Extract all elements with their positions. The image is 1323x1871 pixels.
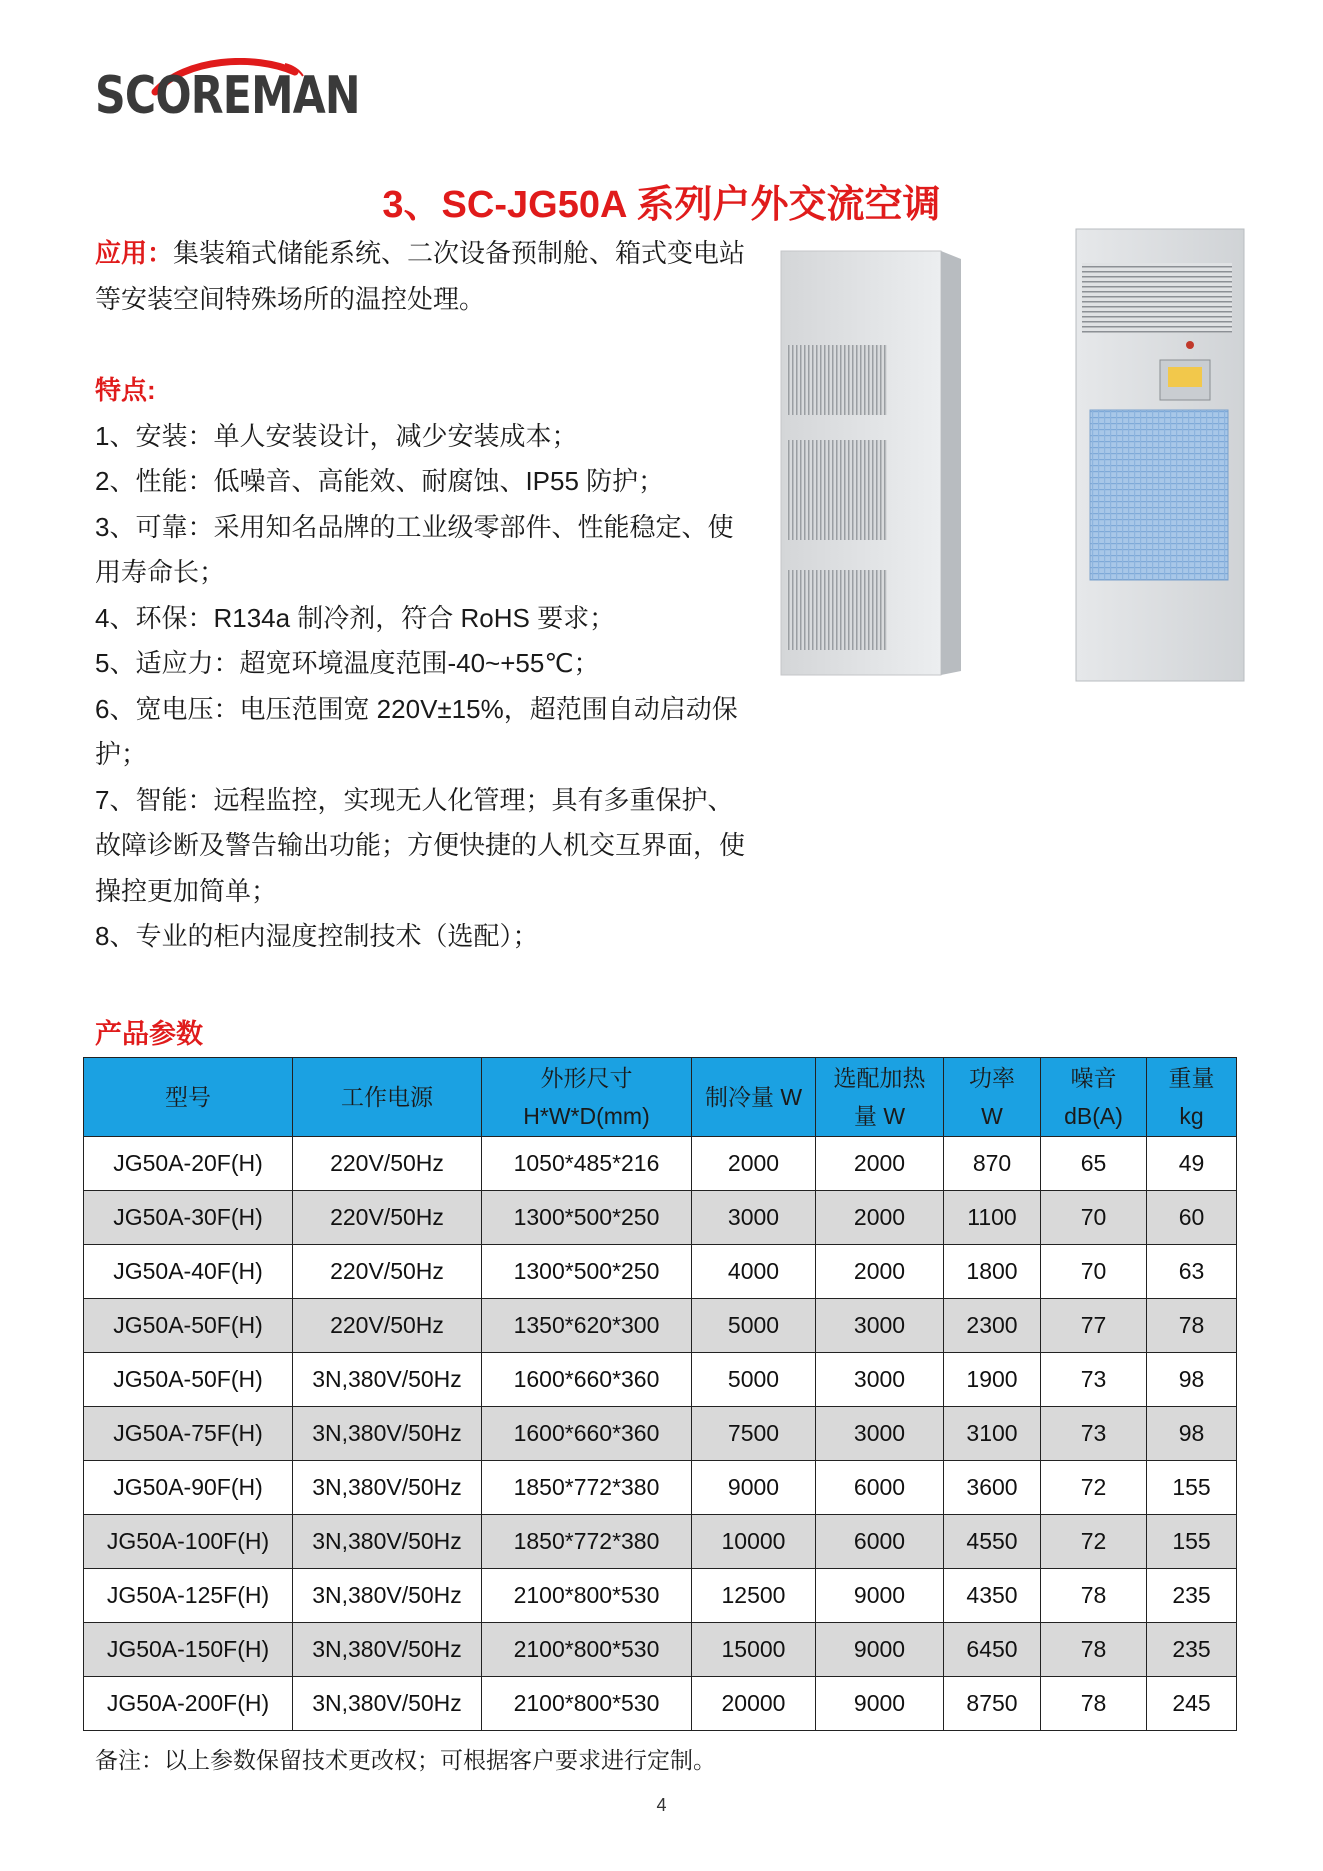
- table-cell: 60: [1147, 1191, 1237, 1245]
- application-paragraph: [95, 231, 755, 322]
- table-cell: JG50A-125F(H): [84, 1569, 293, 1623]
- header-cooling-capacity: 制冷量 W: [692, 1058, 816, 1137]
- table-cell: 9000: [816, 1569, 944, 1623]
- table-cell: JG50A-50F(H): [84, 1299, 293, 1353]
- table-row: [84, 1191, 1237, 1245]
- table-row: [84, 1461, 1237, 1515]
- table-cell: 3000: [692, 1191, 816, 1245]
- table-cell: 235: [1147, 1623, 1237, 1677]
- header-power: 功率 W: [944, 1058, 1041, 1137]
- table-row: [84, 1623, 1237, 1677]
- feature-item: 2、性能：低噪音、高能效、耐腐蚀、IP55 防护；: [95, 466, 665, 496]
- table-cell: 70: [1041, 1191, 1147, 1245]
- table-cell: 7500: [692, 1407, 816, 1461]
- spec-table: [83, 1057, 1237, 1731]
- table-cell: 3N,380V/50Hz: [293, 1461, 482, 1515]
- table-header-row: [84, 1058, 1237, 1137]
- table-row: [84, 1569, 1237, 1623]
- table-row: [84, 1407, 1237, 1461]
- header-weight: 重量 kg: [1147, 1058, 1237, 1137]
- table-cell: 77: [1041, 1299, 1147, 1353]
- application-label: 应用：: [95, 238, 174, 268]
- table-cell: 155: [1147, 1515, 1237, 1569]
- table-cell: 3100: [944, 1407, 1041, 1461]
- logo-wordmark: SCOREMAN: [95, 66, 360, 126]
- application-text: 集装箱式储能系统、二次设备预制舱、箱式变电站等安装空间特殊场所的温控处理。: [95, 238, 746, 314]
- table-cell: 245: [1147, 1677, 1237, 1731]
- product-image-side: [775, 245, 975, 685]
- table-cell: 78: [1041, 1569, 1147, 1623]
- table-cell: JG50A-150F(H): [84, 1623, 293, 1677]
- table-cell: 1050*485*216: [482, 1137, 692, 1191]
- table-cell: 10000: [692, 1515, 816, 1569]
- table-cell: 2100*800*530: [482, 1677, 692, 1731]
- feature-item: 8、专业的柜内湿度控制技术（选配）；: [95, 921, 539, 951]
- table-cell: 2000: [816, 1137, 944, 1191]
- feature-item: 7、智能：远程监控，实现无人化管理；具有多重保护、故障诊断及警告输出功能；方便快捷的人机交互界面，使操控更加简单；: [95, 784, 746, 906]
- feature-item: 4、环保：R134a 制冷剂，符合 RoHS 要求；: [95, 602, 616, 633]
- table-cell: 72: [1041, 1461, 1147, 1515]
- header-power-supply: 工作电源: [293, 1058, 482, 1137]
- table-cell: 1600*660*360: [482, 1353, 692, 1407]
- table-cell: 220V/50Hz: [293, 1191, 482, 1245]
- params-heading: 产品参数: [95, 1019, 203, 1049]
- company-logo: [95, 58, 360, 128]
- table-cell: JG50A-90F(H): [84, 1461, 293, 1515]
- table-cell: JG50A-40F(H): [84, 1245, 293, 1299]
- table-cell: 9000: [816, 1623, 944, 1677]
- table-cell: 5000: [692, 1353, 816, 1407]
- features-label: 特点:: [95, 375, 156, 405]
- table-cell: 3N,380V/50Hz: [293, 1353, 482, 1407]
- product-image-front: [1068, 225, 1253, 685]
- table-cell: 4000: [692, 1245, 816, 1299]
- table-cell: 3000: [816, 1299, 944, 1353]
- table-row: [84, 1137, 1237, 1191]
- table-cell: 9000: [816, 1677, 944, 1731]
- table-cell: 6000: [816, 1461, 944, 1515]
- table-cell: JG50A-20F(H): [84, 1137, 293, 1191]
- table-cell: 220V/50Hz: [293, 1137, 482, 1191]
- header-noise: 噪音 dB(A): [1041, 1058, 1147, 1137]
- feature-item: 3、可靠：采用知名品牌的工业级零部件、性能稳定、使用寿命长；: [95, 511, 734, 587]
- table-cell: 2300: [944, 1299, 1041, 1353]
- table-cell: 220V/50Hz: [293, 1299, 482, 1353]
- table-cell: 3000: [816, 1353, 944, 1407]
- table-cell: 1100: [944, 1191, 1041, 1245]
- table-cell: 1300*500*250: [482, 1191, 692, 1245]
- table-cell: 3N,380V/50Hz: [293, 1677, 482, 1731]
- table-cell: 63: [1147, 1245, 1237, 1299]
- table-cell: 3N,380V/50Hz: [293, 1569, 482, 1623]
- table-cell: 78: [1041, 1677, 1147, 1731]
- header-heating-option: 选配加热 量 W: [816, 1058, 944, 1137]
- table-cell: 3N,380V/50Hz: [293, 1407, 482, 1461]
- table-cell: 73: [1041, 1407, 1147, 1461]
- application-section: [95, 231, 755, 322]
- table-cell: 98: [1147, 1353, 1237, 1407]
- table-cell: 4350: [944, 1569, 1041, 1623]
- table-cell: 70: [1041, 1245, 1147, 1299]
- table-cell: 1850*772*380: [482, 1515, 692, 1569]
- footnote: 备注：以上参数保留技术更改权；可根据客户要求进行定制。: [95, 1747, 716, 1773]
- table-cell: JG50A-30F(H): [84, 1191, 293, 1245]
- table-cell: 5000: [692, 1299, 816, 1353]
- table-cell: 1900: [944, 1353, 1041, 1407]
- table-cell: 72: [1041, 1515, 1147, 1569]
- table-cell: 98: [1147, 1407, 1237, 1461]
- table-cell: 73: [1041, 1353, 1147, 1407]
- table-cell: 2100*800*530: [482, 1623, 692, 1677]
- table-cell: 2000: [816, 1191, 944, 1245]
- table-row: [84, 1677, 1237, 1731]
- table-cell: 2100*800*530: [482, 1569, 692, 1623]
- table-cell: JG50A-200F(H): [84, 1677, 293, 1731]
- table-cell: 1350*620*300: [482, 1299, 692, 1353]
- feature-item: 6、宽电压：电压范围宽 220V±15%，超范围自动启动保护；: [95, 693, 738, 769]
- table-cell: 78: [1147, 1299, 1237, 1353]
- table-cell: 3600: [944, 1461, 1041, 1515]
- table-cell: 235: [1147, 1569, 1237, 1623]
- table-cell: 9000: [692, 1461, 816, 1515]
- table-cell: 1800: [944, 1245, 1041, 1299]
- header-dimensions: 外形尺寸 H*W*D(mm): [482, 1058, 692, 1137]
- page-number: 4: [656, 1795, 667, 1815]
- table-cell: 49: [1147, 1137, 1237, 1191]
- table-row: [84, 1299, 1237, 1353]
- features-section: [95, 368, 755, 960]
- table-cell: 870: [944, 1137, 1041, 1191]
- table-cell: 12500: [692, 1569, 816, 1623]
- page-title: 3、SC-JG50A 系列户外交流空调: [382, 184, 941, 226]
- table-cell: 6450: [944, 1623, 1041, 1677]
- table-row: [84, 1245, 1237, 1299]
- table-cell: 4550: [944, 1515, 1041, 1569]
- table-cell: 2000: [816, 1245, 944, 1299]
- table-cell: 20000: [692, 1677, 816, 1731]
- table-cell: 15000: [692, 1623, 816, 1677]
- table-cell: 65: [1041, 1137, 1147, 1191]
- table-cell: 220V/50Hz: [293, 1245, 482, 1299]
- table-cell: 6000: [816, 1515, 944, 1569]
- table-cell: 1600*660*360: [482, 1407, 692, 1461]
- table-cell: 1300*500*250: [482, 1245, 692, 1299]
- table-cell: 3N,380V/50Hz: [293, 1623, 482, 1677]
- table-cell: JG50A-75F(H): [84, 1407, 293, 1461]
- header-model: 型号: [84, 1058, 293, 1137]
- table-cell: 3000: [816, 1407, 944, 1461]
- table-row: [84, 1515, 1237, 1569]
- table-cell: 78: [1041, 1623, 1147, 1677]
- table-cell: 155: [1147, 1461, 1237, 1515]
- table-cell: 3N,380V/50Hz: [293, 1515, 482, 1569]
- table-cell: JG50A-50F(H): [84, 1353, 293, 1407]
- feature-item: 1、安装：单人安装设计，减少安装成本；: [95, 420, 578, 451]
- table-cell: 1850*772*380: [482, 1461, 692, 1515]
- table-cell: 2000: [692, 1137, 816, 1191]
- table-cell: 8750: [944, 1677, 1041, 1731]
- table-cell: JG50A-100F(H): [84, 1515, 293, 1569]
- feature-item: 5、适应力：超宽环境温度范围-40~+55℃；: [95, 648, 600, 678]
- table-row: [84, 1353, 1237, 1407]
